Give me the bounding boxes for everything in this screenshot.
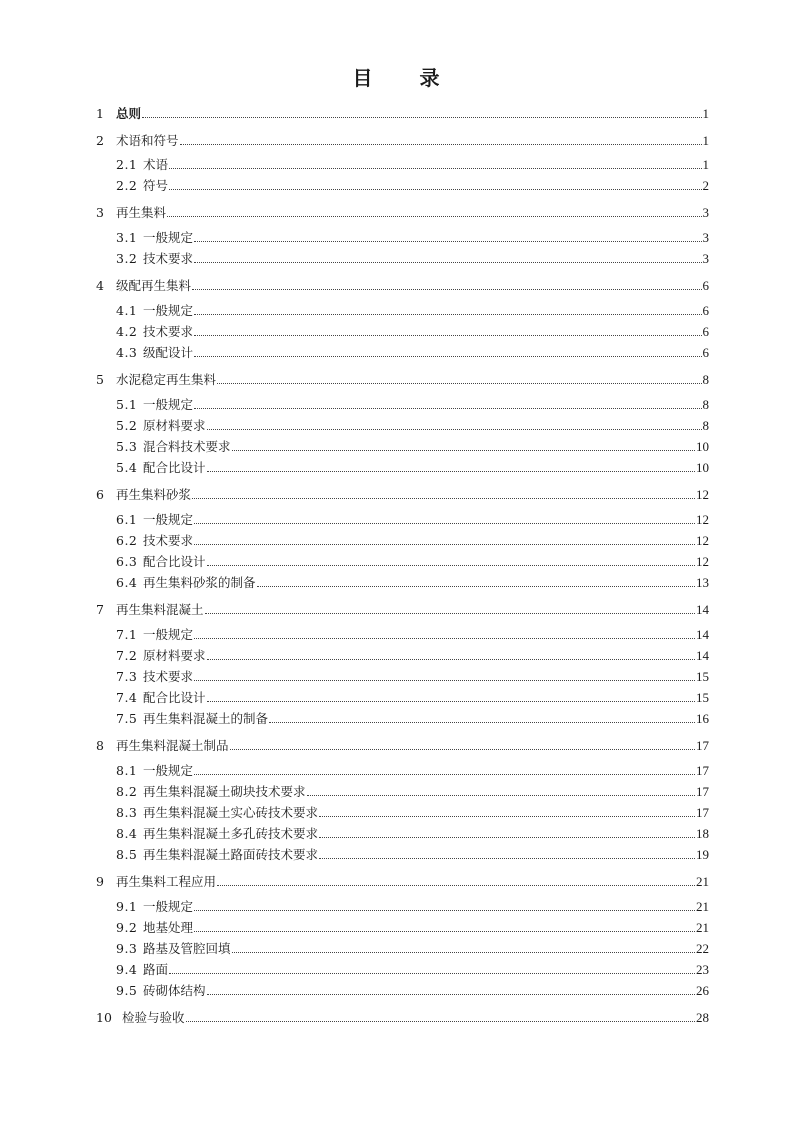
toc-entry-page: 17 [696, 805, 709, 820]
toc-entry[interactable] [96, 203, 709, 221]
toc-entry-label: 级配再生集料 [116, 278, 192, 293]
toc-entry[interactable] [116, 981, 709, 999]
toc-entry-page: 6 [702, 324, 709, 339]
toc-entry-page: 12 [696, 487, 709, 502]
toc-title-char-1: 目 [352, 66, 374, 90]
toc-entry-number: 9.1 [116, 899, 138, 914]
toc-entry[interactable] [116, 301, 709, 319]
toc-entry-number: 4.2 [116, 324, 138, 339]
toc-entry-page: 1 [702, 106, 709, 121]
toc-leader-dots [269, 721, 695, 723]
toc-entry[interactable] [116, 458, 709, 476]
toc-leader-dots [207, 564, 695, 566]
toc-entry-number: 4 [96, 278, 104, 293]
toc-entry-page: 21 [696, 874, 709, 889]
toc-entry-number: 3 [96, 205, 104, 220]
toc-entry[interactable] [96, 872, 709, 890]
toc-entry-number: 6.3 [116, 554, 138, 569]
toc-entry-page: 14 [696, 602, 709, 617]
toc-entry-label: 原材料要求 [143, 418, 206, 433]
toc-entry-page: 17 [696, 738, 709, 753]
toc-entry-number: 4.3 [116, 345, 138, 360]
toc-entry-number: 8 [96, 738, 104, 753]
toc-entry-number: 9.3 [116, 941, 138, 956]
toc-entry-label: 术语 [143, 157, 169, 172]
toc-leader-dots [194, 543, 695, 545]
toc-entry-label: 技术要求 [143, 669, 194, 684]
toc-entry[interactable] [116, 960, 709, 978]
toc-entry-page: 13 [696, 575, 709, 590]
toc-entry[interactable] [116, 343, 709, 361]
toc-entry[interactable] [116, 416, 709, 434]
toc-leader-dots [194, 637, 695, 639]
toc-entry[interactable] [116, 531, 709, 549]
toc-leader-dots [257, 585, 695, 587]
toc-entry[interactable] [116, 688, 709, 706]
toc-entry[interactable] [116, 646, 709, 664]
toc-entry[interactable] [116, 155, 709, 173]
toc-entry-number: 9.5 [116, 983, 138, 998]
toc-entry-number: 6.4 [116, 575, 138, 590]
toc-entry-number: 8.4 [116, 826, 138, 841]
toc-leader-dots [194, 313, 701, 315]
toc-leader-dots [217, 884, 695, 886]
toc-leader-dots [319, 815, 695, 817]
toc-entry-label: 一般规定 [143, 230, 194, 245]
toc-entry-number: 7.4 [116, 690, 138, 705]
toc-entry-number: 2 [96, 133, 104, 148]
toc-entry-number: 5.3 [116, 439, 138, 454]
toc-entry-number: 8.1 [116, 763, 138, 778]
toc-entry-label: 再生集料混凝土的制备 [143, 711, 269, 726]
toc-entry[interactable] [116, 918, 709, 936]
toc-entry-page: 3 [702, 205, 709, 220]
toc-entry-page: 3 [702, 230, 709, 245]
toc-entry-number: 7 [96, 602, 104, 617]
toc-leader-dots [319, 836, 695, 838]
toc-entry-number: 2.2 [116, 178, 138, 193]
toc-entry-label: 再生集料混凝土砌块技术要求 [143, 784, 306, 799]
toc-entry[interactable] [96, 370, 709, 388]
toc-leader-dots [232, 951, 695, 953]
toc-entry-page: 28 [696, 1010, 709, 1025]
toc-entry[interactable] [96, 1008, 709, 1026]
toc-entry-page: 18 [696, 826, 709, 841]
toc-entry-page: 22 [696, 941, 709, 956]
toc-entry[interactable] [116, 709, 709, 727]
toc-entry-page: 10 [696, 439, 709, 454]
toc-leader-dots [207, 428, 702, 430]
toc-entry-label: 再生集料混凝土 [116, 602, 204, 617]
toc-entry-label: 技术要求 [143, 251, 194, 266]
toc-entry[interactable] [116, 437, 709, 455]
toc-leader-dots [205, 612, 695, 614]
toc-entry[interactable] [116, 897, 709, 915]
toc-entry-number: 9.4 [116, 962, 138, 977]
toc-entry-page: 12 [696, 533, 709, 548]
toc-entry[interactable] [116, 395, 709, 413]
toc-entry-label: 术语和符号 [116, 133, 179, 148]
toc-entry-label: 配合比设计 [143, 690, 206, 705]
toc-entry[interactable] [96, 485, 709, 503]
toc-leader-dots [142, 116, 701, 118]
toc-entry-page: 10 [696, 460, 709, 475]
toc-leader-dots [232, 449, 695, 451]
toc-entry[interactable] [96, 276, 709, 294]
toc-entry-number: 5.4 [116, 460, 138, 475]
toc-entry-page: 17 [696, 763, 709, 778]
toc-entry-page: 8 [702, 397, 709, 412]
toc-entry-label: 再生集料 [116, 205, 167, 220]
toc-entry-label: 一般规定 [143, 899, 194, 914]
toc-entry-label: 原材料要求 [143, 648, 206, 663]
toc-entry-page: 8 [702, 418, 709, 433]
toc-entry[interactable] [116, 761, 709, 779]
toc-entry-label: 一般规定 [143, 627, 194, 642]
toc-leader-dots [217, 382, 701, 384]
toc-entry[interactable] [116, 322, 709, 340]
toc-entry-label: 水泥稳定再生集料 [116, 372, 217, 387]
toc-entry-label: 级配设计 [143, 345, 194, 360]
toc-entry-label: 符号 [143, 178, 169, 193]
toc-entry-number: 3.1 [116, 230, 138, 245]
toc-leader-dots [207, 700, 695, 702]
toc-leader-dots [194, 355, 701, 357]
toc-entry-label: 总则 [116, 106, 142, 121]
toc-entry-page: 6 [702, 303, 709, 318]
toc-leader-dots [230, 748, 695, 750]
toc-entry-label: 再生集料砂浆 [116, 487, 192, 502]
toc-leader-dots [192, 288, 701, 290]
toc-leader-dots [194, 522, 695, 524]
toc-entry-page: 14 [696, 627, 709, 642]
toc-entry[interactable] [96, 736, 709, 754]
toc-leader-dots [307, 794, 695, 796]
toc-entry-page: 23 [696, 962, 709, 977]
toc-leader-dots [194, 930, 695, 932]
toc-leader-dots [194, 679, 695, 681]
toc-entry-label: 一般规定 [143, 303, 194, 318]
toc-entry-label: 砖砌体结构 [143, 983, 206, 998]
toc-leader-dots [207, 993, 695, 995]
toc-leader-dots [169, 972, 695, 974]
toc-entry-label: 一般规定 [143, 397, 194, 412]
toc-entry-label: 技术要求 [143, 533, 194, 548]
toc-entry-page: 6 [702, 345, 709, 360]
toc-entry[interactable] [96, 600, 709, 618]
toc-entry-page: 12 [696, 512, 709, 527]
toc-entry-label: 一般规定 [143, 512, 194, 527]
toc-entry-label: 再生集料混凝土制品 [116, 738, 229, 753]
toc-entry[interactable] [96, 104, 709, 122]
toc-entry-page: 12 [696, 554, 709, 569]
toc-entry-label: 再生集料砂浆的制备 [143, 575, 256, 590]
toc-entry-page: 21 [696, 899, 709, 914]
toc-entry-label: 再生集料混凝土路面砖技术要求 [143, 847, 319, 862]
toc-entry-number: 6.1 [116, 512, 138, 527]
toc-title-char-2: 录 [419, 66, 441, 90]
toc-entry-label: 路基及管腔回填 [143, 941, 231, 956]
toc-entry-number: 5.2 [116, 418, 138, 433]
toc-entry[interactable] [116, 803, 709, 821]
toc-entry-number: 7.3 [116, 669, 138, 684]
toc-entry-number: 9.2 [116, 920, 138, 935]
toc-leader-dots [186, 1020, 695, 1022]
toc-entry[interactable] [116, 552, 709, 570]
toc-title [0, 62, 793, 91]
toc-entry-number: 2.1 [116, 157, 138, 172]
toc-entry-number: 8.5 [116, 847, 138, 862]
toc-leader-dots [169, 188, 701, 190]
toc-entry-number: 7.2 [116, 648, 138, 663]
toc-entry-label: 再生集料混凝土多孔砖技术要求 [143, 826, 319, 841]
toc-entry[interactable] [116, 228, 709, 246]
toc-entry-page: 15 [696, 690, 709, 705]
toc-leader-dots [194, 407, 701, 409]
toc-entry-number: 3.2 [116, 251, 138, 266]
toc-entry-page: 14 [696, 648, 709, 663]
toc-entry-number: 5.1 [116, 397, 138, 412]
toc-entry[interactable] [116, 249, 709, 267]
toc-entry[interactable] [116, 625, 709, 643]
toc-entry-label: 路面 [143, 962, 169, 977]
toc-entry-number: 4.1 [116, 303, 138, 318]
toc-leader-dots [194, 909, 695, 911]
toc-entry[interactable] [116, 667, 709, 685]
toc-entry-number: 7.5 [116, 711, 138, 726]
toc-entry-label: 一般规定 [143, 763, 194, 778]
toc-entry-label: 检验与验收 [122, 1010, 185, 1025]
toc-entry[interactable] [96, 131, 709, 149]
toc-entry[interactable] [116, 176, 709, 194]
toc-leader-dots [192, 497, 695, 499]
toc-entry-number: 7.1 [116, 627, 138, 642]
toc-leader-dots [169, 167, 701, 169]
toc-entry-page: 17 [696, 784, 709, 799]
toc-leader-dots [319, 857, 695, 859]
toc-entry[interactable] [116, 573, 709, 591]
toc-entry-number: 8.3 [116, 805, 138, 820]
toc-entry[interactable] [116, 845, 709, 863]
toc-entry-page: 3 [702, 251, 709, 266]
toc-entry[interactable] [116, 510, 709, 528]
toc-leader-dots [180, 143, 702, 145]
toc-entry[interactable] [116, 782, 709, 800]
toc-entry-number: 8.2 [116, 784, 138, 799]
toc-entry-page: 21 [696, 920, 709, 935]
toc-entry-page: 2 [702, 178, 709, 193]
toc-entry-label: 配合比设计 [143, 554, 206, 569]
toc-entry-page: 16 [696, 711, 709, 726]
toc-entry-page: 15 [696, 669, 709, 684]
toc-entry-page: 19 [696, 847, 709, 862]
toc-entry-page: 1 [702, 133, 709, 148]
toc-entry-page: 1 [702, 157, 709, 172]
toc-entry-label: 技术要求 [143, 324, 194, 339]
toc-entry-number: 6.2 [116, 533, 138, 548]
toc-leader-dots [207, 470, 695, 472]
toc-entry[interactable] [116, 939, 709, 957]
toc-entry-number: 6 [96, 487, 104, 502]
toc-entry-number: 9 [96, 874, 104, 889]
toc-entry-number: 1 [96, 106, 104, 121]
toc-entry-page: 26 [696, 983, 709, 998]
toc-leader-dots [207, 658, 695, 660]
toc-entry-label: 再生集料工程应用 [116, 874, 217, 889]
toc-entry-label: 地基处理 [143, 920, 194, 935]
toc-entry-page: 8 [702, 372, 709, 387]
toc-entry-page: 6 [702, 278, 709, 293]
toc-leader-dots [194, 334, 701, 336]
toc-leader-dots [194, 240, 701, 242]
toc-leader-dots [194, 261, 701, 263]
toc-entry[interactable] [116, 824, 709, 842]
toc-entry-label: 再生集料混凝土实心砖技术要求 [143, 805, 319, 820]
toc-entry-label: 混合料技术要求 [143, 439, 231, 454]
toc-entry-number: 5 [96, 372, 104, 387]
toc-leader-dots [167, 215, 701, 217]
toc-leader-dots [194, 773, 695, 775]
toc-entry-number: 10 [96, 1010, 112, 1025]
toc-entry-label: 配合比设计 [143, 460, 206, 475]
